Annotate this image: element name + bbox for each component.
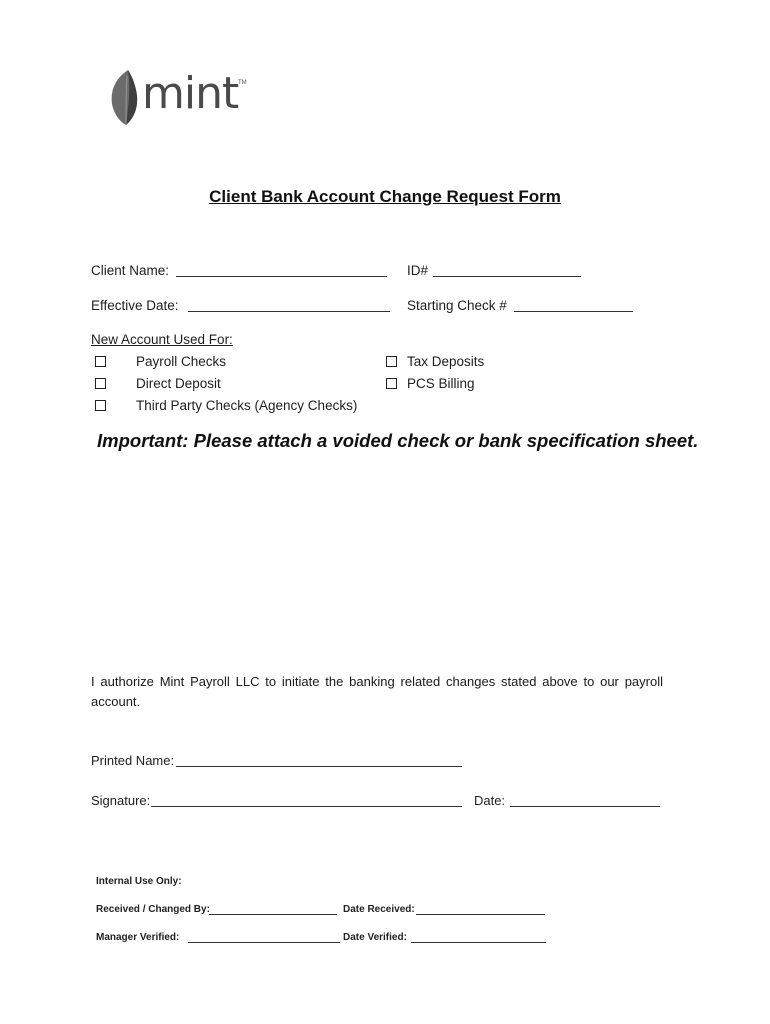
pcs-billing-label: PCS Billing — [407, 376, 475, 391]
id-label: ID# — [407, 263, 429, 278]
starting-check-label: Starting Check # — [407, 298, 507, 313]
manager-verified-field[interactable] — [188, 942, 340, 943]
tax-deposits-label: Tax Deposits — [407, 354, 485, 369]
form-title: Client Bank Account Change Request Form — [209, 187, 561, 206]
mint-logo — [108, 66, 258, 128]
client-name-field[interactable] — [176, 276, 387, 277]
printed-name-field[interactable] — [176, 766, 462, 767]
received-changed-by-field[interactable] — [209, 914, 337, 915]
id-field[interactable] — [433, 276, 581, 277]
payroll-checks-checkbox[interactable] — [95, 356, 106, 367]
direct-deposit-checkbox[interactable] — [95, 378, 106, 389]
internal-use-heading: Internal Use Only: — [96, 876, 182, 887]
effective-date-field[interactable] — [188, 311, 390, 312]
date-received-field[interactable] — [416, 914, 545, 915]
printed-name-label: Printed Name: — [91, 753, 175, 768]
third-party-checks-checkbox[interactable] — [95, 400, 106, 411]
third-party-checks-label: Third Party Checks (Agency Checks) — [136, 398, 358, 413]
logo-trademark: TM — [238, 80, 247, 86]
date-label: Date: — [474, 793, 506, 808]
effective-date-label: Effective Date: — [91, 298, 179, 313]
authorization-text: I authorize Mint Payroll LLC to initiate the banking related changes stated above to our payroll account. — [91, 674, 663, 709]
date-verified-field[interactable] — [411, 942, 546, 943]
date-verified-label: Date Verified: — [343, 932, 407, 943]
date-received-label: Date Received: — [343, 904, 415, 915]
pcs-billing-checkbox[interactable] — [386, 378, 397, 389]
leaf-logo-icon — [108, 68, 142, 126]
logo-wordmark: mint — [142, 68, 239, 119]
received-changed-by-label: Received / Changed By: — [96, 904, 210, 915]
date-field[interactable] — [510, 806, 660, 807]
important-notice: Important: Please attach a voided check or bank specification sheet. — [97, 430, 699, 451]
client-name-label: Client Name: — [91, 263, 170, 278]
signature-field[interactable] — [151, 806, 462, 807]
signature-label: Signature: — [91, 793, 151, 808]
manager-verified-label: Manager Verified: — [96, 932, 180, 943]
starting-check-field[interactable] — [514, 311, 633, 312]
tax-deposits-checkbox[interactable] — [386, 356, 397, 367]
new-account-heading: New Account Used For: — [91, 332, 233, 347]
payroll-checks-label: Payroll Checks — [136, 354, 227, 369]
direct-deposit-label: Direct Deposit — [136, 376, 221, 391]
